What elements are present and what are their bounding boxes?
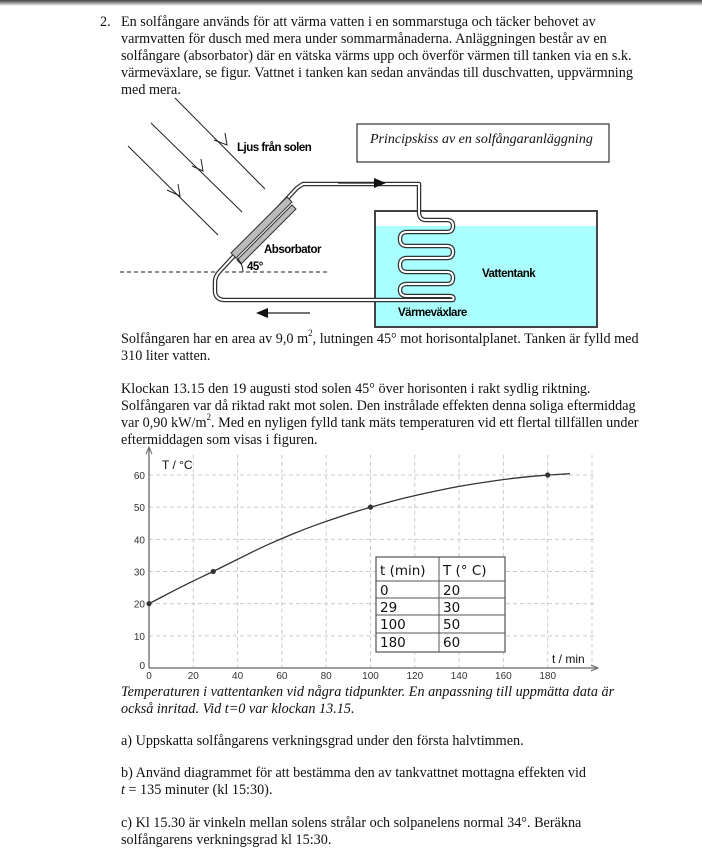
data-point: [368, 505, 373, 510]
table-cell: 0: [380, 583, 389, 599]
angle-label: 45°: [247, 261, 263, 273]
table-cell: 100: [380, 617, 406, 633]
chart-grid: [149, 455, 596, 668]
data-point: [211, 569, 216, 574]
y-tick-label: 20: [133, 599, 145, 611]
x-axis-label: t / min: [552, 652, 585, 666]
part-c: c) Kl 15.30 är vinkeln mellan solens strålar och solpanelens normal 34°. Beräkna solfångarens verkningsgrad kl 15:30.: [121, 815, 582, 848]
table-cell: 29: [380, 600, 398, 616]
y-tick-label: 30: [133, 567, 145, 579]
x-tick-label: 40: [232, 671, 244, 682]
table-cell: 20: [443, 583, 461, 599]
specs-paragraph: Solfångaren har en area av 9,0 $m^2$, lutningen 45° mot horisontalplanet. Tanken är fylld med 310 liter vatten.: [121, 328, 639, 364]
y-tick-label: 10: [133, 631, 145, 643]
part-a: a) Uppskatta solfångarens verkningsgrad under den första halvtimmen.: [121, 733, 524, 749]
absorber-label: Absorbator: [264, 244, 321, 256]
diagram-title: Principskiss av en solfångaranläggning: [370, 132, 593, 147]
y-tick-label: 40: [133, 535, 145, 547]
context-paragraph: Klockan 13.15 den 19 augusti stod solen 45° över horisonten i rakt sydlig riktning. Solfångaren var då riktad rakt mot solen. Den instrålade effekten denna soliga eftermiddag var 0,90 $kW/m^2$. Med en nyligen fylld tank mäts temperaturen vid ett flertal tillfällen under eftermiddagen som visas i figuren.: [121, 381, 639, 448]
y-axis-label: T / °C: [162, 458, 193, 472]
y-tick-label: 0: [139, 661, 145, 672]
tank-label: Vattentank: [482, 268, 536, 280]
table-header: t (min): [380, 563, 426, 579]
x-tick-label: 60: [276, 671, 288, 682]
x-tick-label: 20: [187, 671, 199, 682]
x-tick-label: 0: [146, 671, 152, 682]
question-number: 2.: [100, 14, 111, 30]
chart-axes: [146, 447, 598, 671]
table-header: T (° C): [443, 563, 487, 579]
table-cell: 60: [443, 635, 461, 651]
question-intro: En solfångare används för att värma vatten i en sommarstuga och täcker behovet av varmvatten för dusch med mera under sommarmånaderna. Anläggningen består av en solfångare (absorbator) där en vätska värms upp och överför värmen till tanken via en s.k. värmeväxlare, se figur. Vattnet i tanken kan sedan användas till duschvatten, uppvärmning med mera.: [121, 14, 633, 98]
x-tick-label: 120: [406, 671, 424, 682]
x-tick-label: 180: [539, 671, 557, 682]
x-tick-label: 160: [495, 671, 512, 682]
x-tick-label: 140: [450, 671, 468, 682]
exchanger-label: Värmeväxlare: [398, 307, 467, 319]
data-point: [545, 472, 550, 477]
table-cell: 30: [443, 600, 461, 616]
part-b: b) Använd diagrammet för att bestämma den av tankvattnet mottagna effekten vid t = 135 minuter (kl 15:30).: [121, 765, 587, 798]
fit-curve: [149, 474, 570, 604]
x-tick-label: 100: [362, 671, 379, 682]
table-cell: 180: [380, 635, 406, 651]
y-tick-label: 60: [133, 470, 145, 482]
sunlight-label: Ljus från solen: [237, 142, 312, 154]
figure-caption: Temperaturen i vattentanken vid några tidpunkter. En anpassning till uppmätta data är också inritad. Vid t=0 var klockan 13.15.: [121, 684, 615, 717]
data-point: [146, 601, 151, 606]
y-tick-label: 50: [133, 503, 145, 515]
data-table: [376, 557, 505, 652]
x-tick-label: 80: [320, 671, 332, 682]
table-cell: 50: [443, 617, 461, 633]
